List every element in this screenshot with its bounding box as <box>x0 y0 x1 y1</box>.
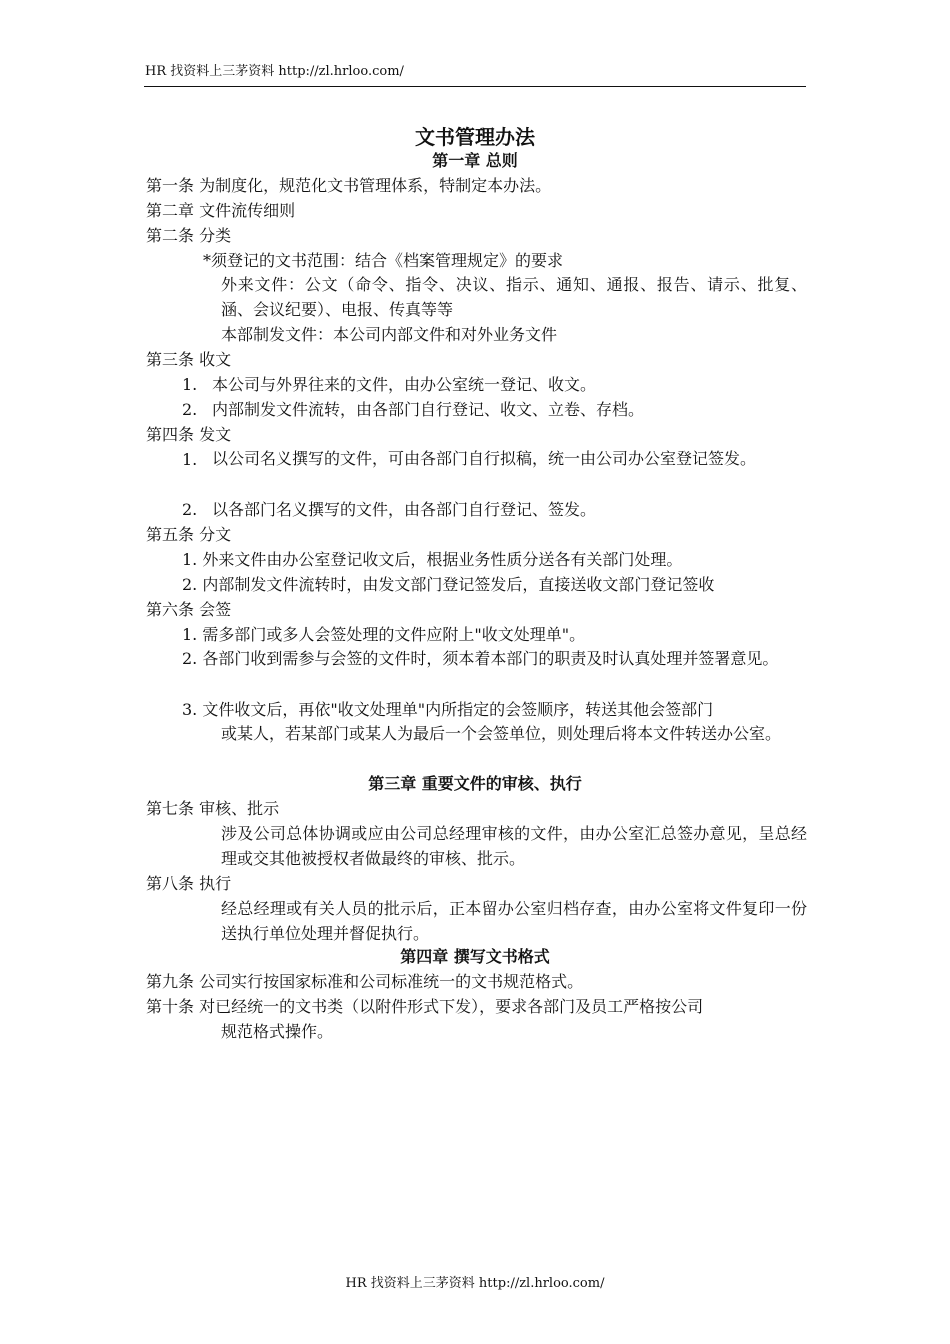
page-footer-text: HR 找资料上三茅资料 http://zl.hrloo.com/ <box>345 1276 605 1291</box>
article-10-line-2: 规范格式操作。 <box>221 1022 334 1041</box>
article-6-item-2: 2. 各部门收到需参与会签的文件时，须本着本部门的职责及时认真处理并签署意见。 <box>182 649 779 668</box>
article-2-external-files: 外来文件：公文（命令、指令、决议、指示、通知、通报、报告、请示、批复、涵、会议纪要）、电报、传真等等 <box>221 275 807 319</box>
article-3-heading: 第三条 收文 <box>146 350 232 369</box>
article-3-item-1: 本公司与外界往来的文件，由办公室统一登记、收文。 <box>212 375 597 394</box>
page-header-text: HR 找资料上三茅资料 http://zl.hrloo.com/ <box>145 64 404 79</box>
article-4-item-1-number: 1. <box>182 450 198 469</box>
article-2-scope: *须登记的文书范围：结合《档案管理规定》的要求 <box>203 251 564 270</box>
article-4-item-1: 以公司名义撰写的文件，可由各部门自行拟稿，统一由公司办公室登记签发。 <box>212 449 757 468</box>
article-1: 第一条 为制度化，规范化文书管理体系，特制定本办法。 <box>146 176 552 195</box>
article-6-heading: 第六条 会签 <box>146 600 232 619</box>
chapter-3-heading: 第三章 重要文件的审核、执行 <box>368 774 582 793</box>
article-5-heading: 第五条 分文 <box>146 525 232 544</box>
article-4-heading: 第四条 发文 <box>146 425 232 444</box>
article-8-heading: 第八条 执行 <box>146 874 232 893</box>
article-6-item-3-line-2: 或某人，若某部门或某人为最后一个会签单位，则处理后将本文件转送办公室。 <box>221 724 782 743</box>
article-5-item-1: 1. 外来文件由办公室登记收文后，根据业务性质分送各有关部门处理。 <box>182 550 683 569</box>
article-3-item-1-number: 1. <box>182 375 198 394</box>
chapter-1-heading: 第一章 总则 <box>432 151 518 170</box>
article-7-body: 涉及公司总体协调或应由公司总经理审核的文件，由办公室汇总签办意见，呈总经理或交其他被授权者做最终的审核、批示。 <box>221 824 807 868</box>
article-9: 第九条 公司实行按国家标准和公司标准统一的文书规范格式。 <box>146 972 584 991</box>
article-2-heading: 第二条 分类 <box>146 226 232 245</box>
document-title: 文书管理办法 <box>415 125 535 149</box>
chapter-2-heading: 第二章 文件流传细则 <box>146 201 296 220</box>
article-6-item-1: 1. 需多部门或多人会签处理的文件应附上"收文处理单"。 <box>182 625 586 644</box>
article-7-heading: 第七条 审核、批示 <box>146 799 280 818</box>
chapter-4-heading: 第四章 撰写文书格式 <box>400 947 550 966</box>
article-4-item-2-number: 2. <box>182 500 198 519</box>
article-5-item-2: 2. 内部制发文件流转时，由发文部门登记签发后，直接送收文部门登记签收 <box>182 575 715 594</box>
article-3-item-2-number: 2. <box>182 400 198 419</box>
article-3-item-2: 内部制发文件流转，由各部门自行登记、收文、立卷、存档。 <box>212 400 645 419</box>
article-6-item-3-line-1: 3. 文件收文后，再依"收文处理单"内所指定的会签顺序，转送其他会签部门 <box>182 700 714 719</box>
article-10-line-1: 第十条 对已经统一的文书类（以附件形式下发），要求各部门及员工严格按公司 <box>146 997 704 1016</box>
article-4-item-2: 以各部门名义撰写的文件，由各部门自行登记、签发。 <box>212 500 597 519</box>
article-2-internal-files: 本部制发文件：本公司内部文件和对外业务文件 <box>221 325 558 344</box>
header-divider <box>144 86 806 87</box>
article-8-body: 经总经理或有关人员的批示后，正本留办公室归档存查，由办公室将文件复印一份送执行单位处理并督促执行。 <box>221 899 807 943</box>
